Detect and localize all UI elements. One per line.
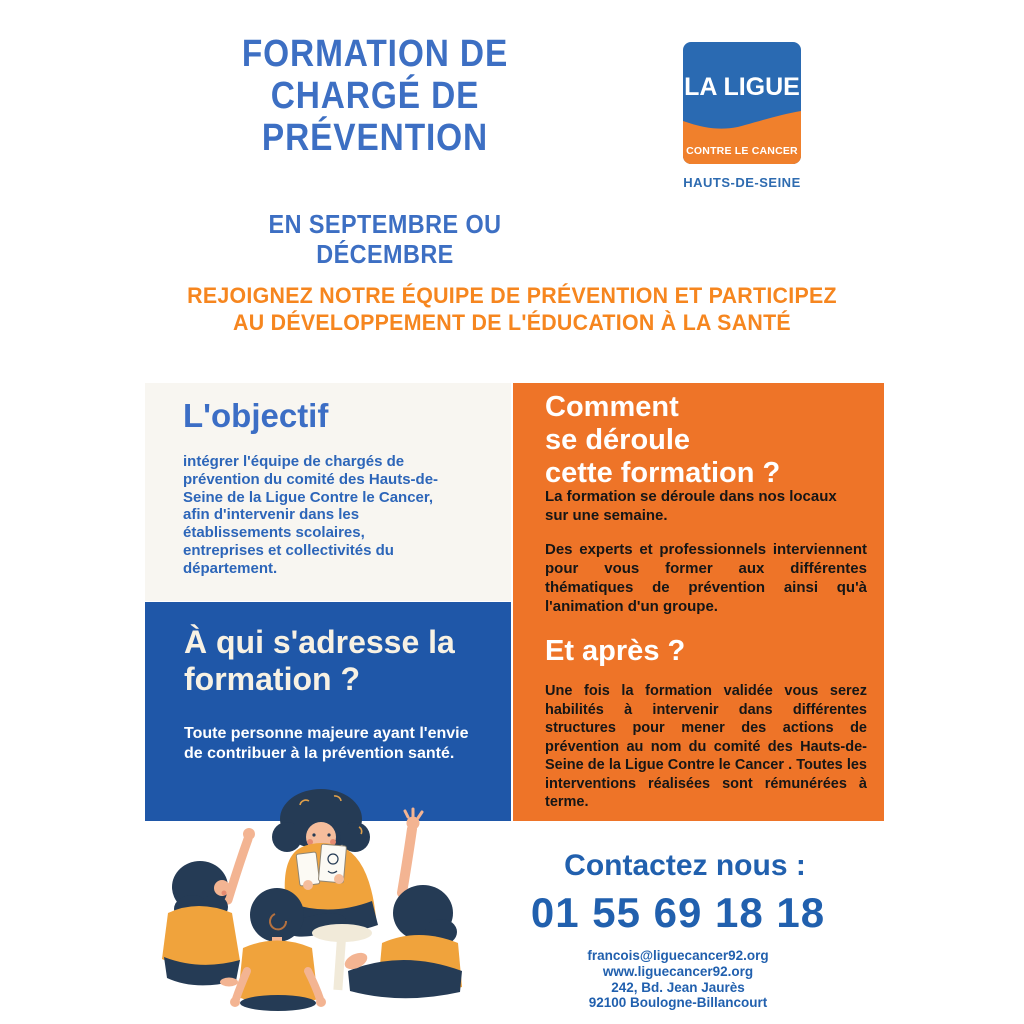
process-heading-line: se déroule xyxy=(545,424,691,456)
after-heading: Et après ? xyxy=(545,635,686,667)
process-heading-line: cette formation ? xyxy=(545,457,781,489)
panel-objective xyxy=(145,383,511,601)
illustration-child-left xyxy=(162,828,255,987)
tagline-line: AU DÉVELOPPEMENT DE L'ÉDUCATION À LA SANTÉ xyxy=(233,310,791,335)
logo-tagline-text: CONTRE LE CANCER xyxy=(686,145,798,157)
logo-brand-text: LA LIGUE xyxy=(684,73,800,101)
contact-address-street: 242, Bd. Jean Jaurès xyxy=(611,979,745,995)
contact-heading: Contactez nous : xyxy=(564,849,806,882)
process-paragraph-1: La formation se déroule dans nos locaux sur une semaine. xyxy=(545,488,837,524)
children-illustration xyxy=(140,785,510,1015)
audience-heading: À qui s'adresse la formation ? xyxy=(184,624,455,697)
contact-phone-number: 01 55 69 18 18 xyxy=(530,889,826,936)
after-body: Une fois la formation validée vous serez habilités à intervenir dans différentes structures pour mener des actions de prévention au nom du comité des Hauts-de-Seine de la Ligue Contre le Cancer . Toutes les interventions réalisées sont rémunérées à terme. xyxy=(545,683,867,810)
tagline-line: REJOIGNEZ NOTRE ÉQUIPE DE PRÉVENTION ET PARTICIPEZ xyxy=(187,283,837,308)
schedule-line: DÉCEMBRE xyxy=(316,239,454,269)
contact-address-city: 92100 Boulogne-Billancourt xyxy=(588,995,768,1011)
ligue-logo-square xyxy=(683,42,801,164)
ligue-logo xyxy=(683,42,801,190)
title-line: CHARGÉ DE xyxy=(270,75,480,117)
process-heading xyxy=(545,391,780,490)
objective-heading: L'objectif xyxy=(183,397,329,434)
objective-body: intégrer l'équipe de chargés de prévention du comité des Hauts-de-Seine de la Ligue Contre le Cancer, afin d'intervenir dans les établissements scolaires, entreprises et collectivités du département. xyxy=(183,453,439,577)
title-line: FORMATION DE xyxy=(241,33,509,75)
title-line: PRÉVENTION xyxy=(261,117,489,159)
contact-details xyxy=(478,948,878,1011)
contact-website: www.liguecancer92.org xyxy=(602,963,754,979)
audience-body: Toute personne majeure ayant l'envie de contribuer à la prévention santé. xyxy=(184,725,469,762)
process-paragraph-2: Des experts et professionnels interviennent pour vous former aux différentes thématiques de prévention ainsi qu'à l'animation d'un groupe. xyxy=(545,541,867,615)
contact-email: francois@liguecancer92.org xyxy=(587,948,769,963)
page-title xyxy=(195,33,556,159)
tagline-text xyxy=(124,282,900,336)
schedule-text xyxy=(246,209,525,269)
logo-region-text: HAUTS-DE-SEINE xyxy=(683,175,801,190)
schedule-line: EN SEPTEMBRE OU xyxy=(268,209,502,239)
process-heading-line: Comment xyxy=(545,391,679,423)
panel-process xyxy=(513,383,884,821)
